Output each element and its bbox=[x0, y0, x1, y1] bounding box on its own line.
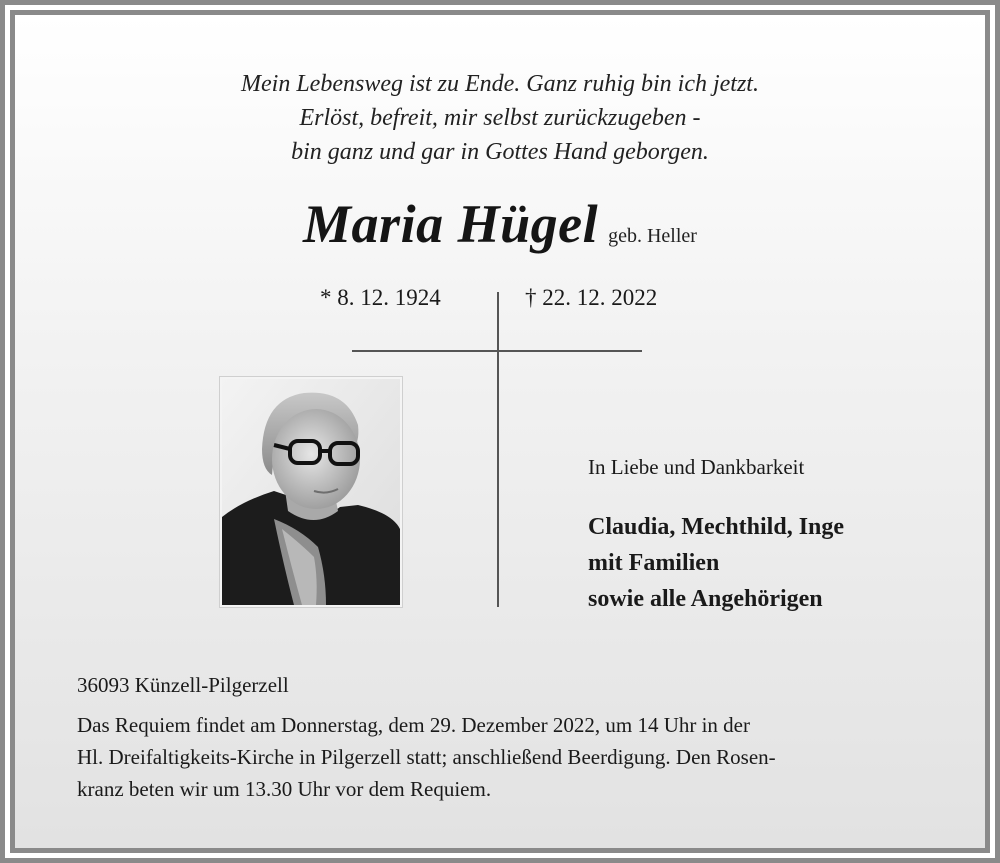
mourners-line-3: sowie alle Angehörigen bbox=[588, 586, 823, 612]
requiem-line-2: Hl. Dreifaltigkeits-Kirche in Pilgerzell statt; anschließend Beerdigung. Den Rosen- bbox=[77, 745, 776, 769]
portrait-photo bbox=[220, 377, 402, 607]
death-date: † 22. 12. 2022 bbox=[525, 285, 658, 310]
poem-line-3: bin ganz und gar in Gottes Hand geborgen. bbox=[291, 139, 709, 165]
birth-date: * 8. 12. 1924 bbox=[320, 285, 441, 310]
name-line bbox=[15, 193, 985, 255]
portrait-image bbox=[222, 379, 400, 605]
maiden-name: geb. Heller bbox=[608, 225, 697, 247]
poem-line-1: Mein Lebensweg ist zu Ende. Ganz ruhig bin ich jetzt. bbox=[241, 71, 759, 97]
mourners-line-2: mit Familien bbox=[588, 550, 720, 576]
address: 36093 Künzell-Pilgerzell bbox=[77, 673, 289, 697]
mourners bbox=[588, 509, 844, 617]
poem-line-2: Erlöst, befreit, mir selbst zurückzugeben - bbox=[299, 105, 701, 131]
requiem-line-3: kranz beten wir um 13.30 Uhr vor dem Requiem. bbox=[77, 777, 492, 801]
deceased-name: Maria Hügel bbox=[303, 194, 599, 254]
mourners-line-1: Claudia, Mechthild, Inge bbox=[588, 514, 845, 540]
frame-gap bbox=[5, 5, 995, 858]
requiem-line-1: Das Requiem findet am Donnerstag, dem 29. Dezember 2022, um 14 Uhr in der bbox=[77, 713, 750, 737]
thanks-intro: In Liebe und Dankbarkeit bbox=[588, 455, 805, 479]
cross-vertical-bar bbox=[497, 292, 499, 607]
poem bbox=[15, 67, 985, 169]
obituary-card bbox=[10, 10, 990, 853]
cross-horizontal-bar bbox=[352, 350, 642, 352]
requiem-notice bbox=[77, 709, 937, 805]
